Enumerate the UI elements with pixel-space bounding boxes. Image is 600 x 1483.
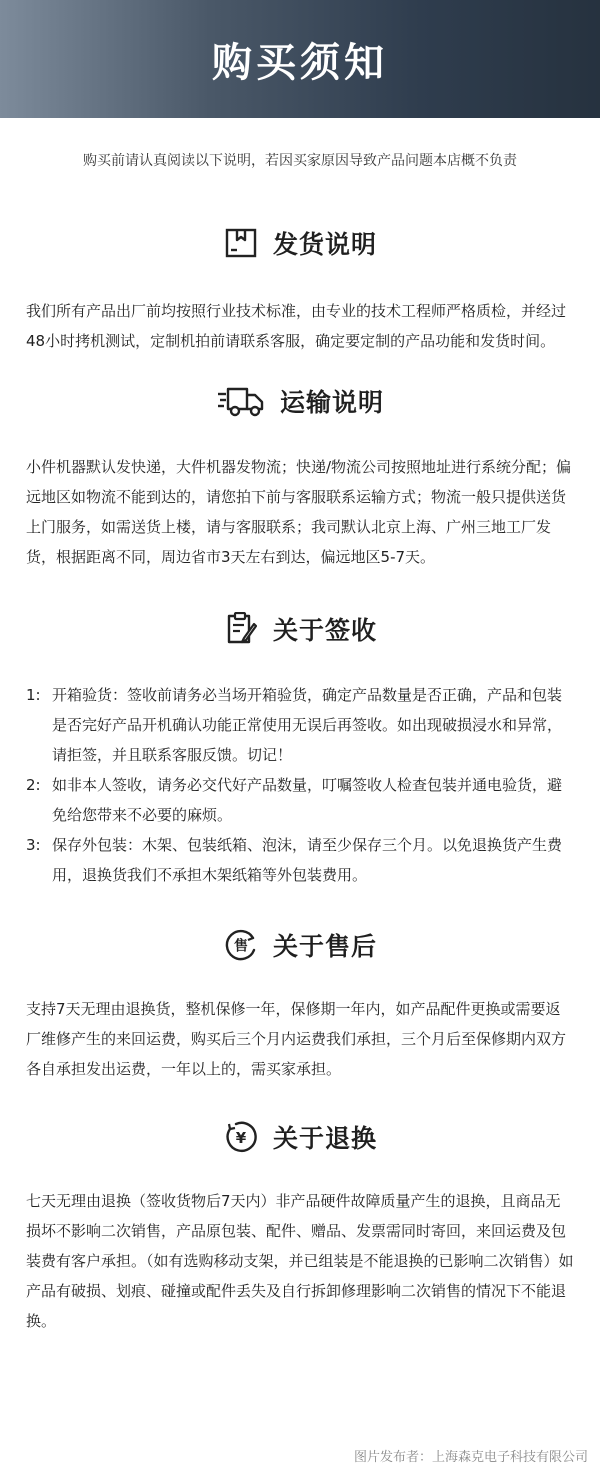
section-header-returns [0,1112,600,1162]
intro-notice: 购买前请认真阅读以下说明，若因买家原因导致产品问题本店概不负责 [83,153,517,169]
list-item-text: 如非本人签收，请务必交代好产品数量，叮嘱签收人检查包装并通电验货，避免给您带来不必要的麻烦。 [52,776,563,824]
section-title-aftersale: 关于售后 [272,932,377,961]
aftersale-text: 支持7天无理由退换货，整机保修一年，保修期一年内，如产品配件更换或需要返厂维修产生的来回运费，购买后三个月内运费我们承担，三个月后至保修期内双方各自承担发出运费，一年以上的，需买家承担。 [26,1000,567,1078]
yen-icon-glyph: ¥ [235,1129,247,1147]
list-item-number: 1: [26,686,41,704]
list-item-number: 2: [26,776,41,794]
section-title-shipping: 发货说明 [272,230,377,259]
section-header-aftersale [0,920,600,970]
yen-refund-icon [223,1119,259,1155]
section-title-transport: 运输说明 [279,388,384,417]
shipping-text: 我们所有产品出厂前均按照行业技术标准，由专业的技术工程师严格质检，并经过48小时拷机测试，定制机拍前请联系客服，确定要定制的产品功能和发货时间。 [26,302,567,350]
publisher-credit: 图片发布者：上海森克电子科技有限公司 [353,1450,588,1465]
after-sale-icon-glyph: 售 [233,938,248,955]
list-item-text: 开箱验货：签收前请务必当场开箱验货，确定产品数量是否正确，产品和包装是否完好产品开机确认功能正常使用无误后再签收。如出现破损浸水和异常，请拒签，并且联系客服反馈。切记！ [52,686,563,764]
signing-list [0,680,600,890]
page-title: 购买须知 [212,39,388,86]
section-header-shipping [0,218,600,268]
list-item [26,830,574,890]
section-title-signing: 关于签收 [272,616,377,645]
section-title-returns: 关于退换 [272,1124,377,1153]
list-item [26,770,574,830]
package-box-icon [223,225,259,261]
after-sale-icon [223,927,259,963]
section-header-transport [0,376,600,426]
header-banner [0,0,600,118]
transport-text: 小件机器默认发快递，大件机器发物流；快递/物流公司按照地址进行系统分配；偏远地区如物流不能到达的，请您拍下前与客服联系运输方式；物流一般只提供送货上门服务，如需送货上楼，请与客服联系；我司默认北京上海、广州三地工厂发货，根据距离不同，周边省市3天左右到达，偏远地区5-7天。 [26,458,572,566]
list-item-number: 3: [26,836,41,854]
returns-text: 七天无理由退换（签收货物后7天内）非产品硬件故障质量产生的退换，且商品无损坏不影响二次销售，产品原包装、配件、赠品、发票需同时寄回，来回运费及包装费有客户承担。（如有选购移动支架，并已组装是不能退换的已影响二次销售）如产品有破损、划痕、碰撞或配件丢失及自行拆卸修理影响二次销售的情况下不能退换。 [26,1192,574,1330]
list-item [26,680,574,770]
list-item-text: 保存外包装：木架、包装纸箱、泡沫，请至少保存三个月。以免退换货产生费用，退换货我们不承担木架纸箱等外包装费用。 [52,836,563,884]
delivery-truck-icon [216,383,266,419]
clipboard-edit-icon [223,611,259,647]
section-header-signing [0,604,600,654]
